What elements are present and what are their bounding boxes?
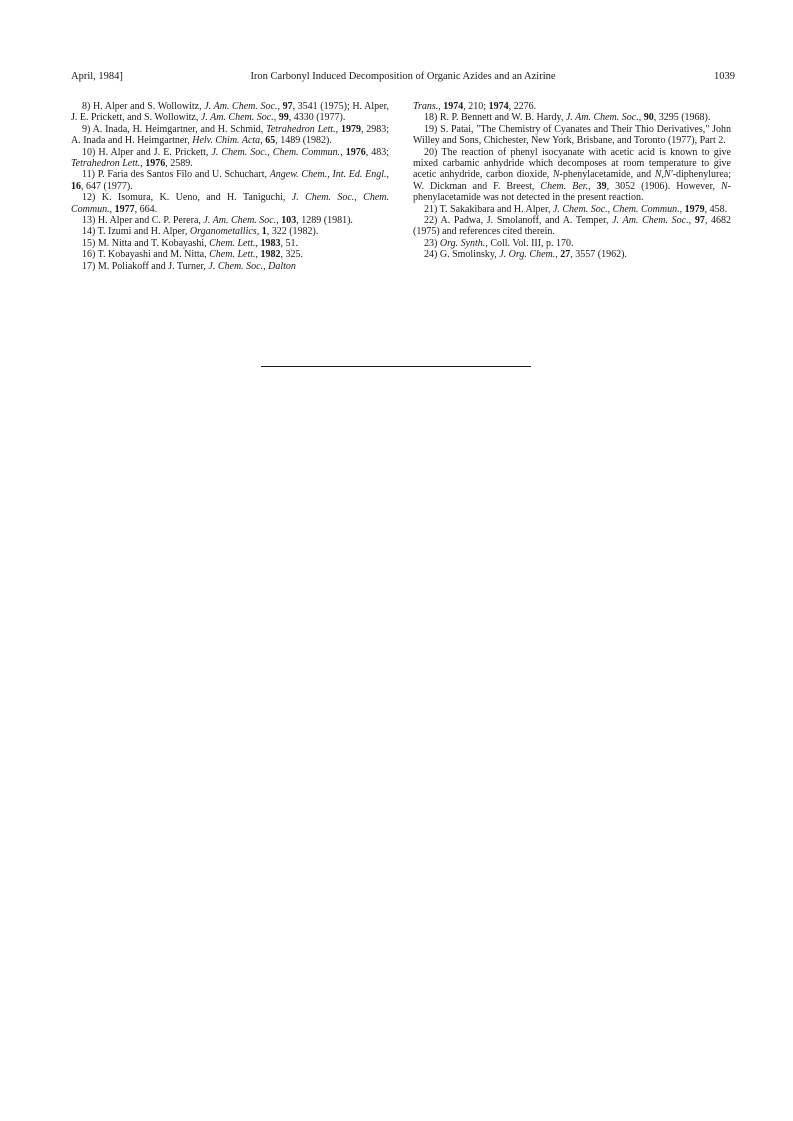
reference-text: ,: [109, 203, 115, 215]
reference-number: 11): [82, 169, 95, 181]
reference-24: [413, 249, 731, 260]
reference-journal: J. Chem. Soc., Dalton: [208, 260, 296, 272]
reference-volume: 1: [261, 226, 267, 238]
reference-text: H. Alper and C. P. Perera,: [95, 215, 204, 227]
reference-volume: 99: [278, 112, 289, 124]
reference-text: , 4682 (1975) and references cited therein.: [413, 215, 732, 238]
references-column-left: [71, 101, 389, 272]
reference-text: ,: [276, 215, 282, 227]
reference-13: [71, 215, 389, 226]
reference-text: ,: [688, 215, 695, 227]
reference-journal: J. Chem. Soc., Chem. Commun.: [71, 192, 389, 215]
reference-text: , 3541 (1975); H. Alper, J. E. Prickett, and S. Wollowitz,: [71, 101, 390, 124]
reference-number: 12): [82, 192, 96, 204]
reference-text: A. Inada, H. Heimgartner, and H. Schmid,: [90, 123, 267, 135]
reference-text: H. Alper and J. E. Prickett,: [95, 146, 212, 158]
reference-text: R. P. Bennett and W. B. Hardy,: [437, 112, 566, 124]
reference-volume: 103: [281, 215, 297, 227]
reference-17: [71, 261, 389, 272]
reference-journal: N: [721, 180, 728, 192]
reference-text: ,: [140, 158, 146, 170]
reference-text: , 51.: [280, 237, 299, 249]
reference-9: [71, 124, 389, 147]
reference-journal: J. Am. Chem. Soc.: [565, 112, 639, 124]
reference-text: ,: [386, 169, 389, 181]
reference-text: A. Padwa, J. Smolanoff, and A. Temper,: [437, 215, 613, 227]
reference-text: , 210;: [463, 101, 489, 112]
reference-text: T. Kobayashi and M. Nitta,: [95, 249, 210, 261]
reference-journal: J. Am. Chem. Soc.: [203, 215, 277, 227]
reference-11: [71, 169, 389, 192]
reference-text: -phenylacetamide was not detected in the present reaction.: [413, 180, 732, 204]
reference-number: 13): [82, 215, 96, 227]
reference-journal: Chem. Ber.: [540, 180, 589, 192]
reference-text: The reaction of phenyl isocyanate with acetic acid is known to give mixed carbamic anhydride which decomposes at room temperature to give acetic anhydride, carbon dioxide,: [413, 146, 731, 181]
reference-text: M. Poliakoff and J. Turner,: [95, 260, 209, 272]
running-head: [71, 70, 735, 86]
reference-number: 18): [424, 112, 438, 124]
reference-journal: Org. Synth.: [439, 237, 486, 249]
reference-18: [413, 112, 731, 123]
reference-number: 16): [82, 249, 96, 261]
reference-text: , 483;: [365, 146, 390, 158]
reference-20: [413, 147, 731, 204]
reference-volume: 1982: [260, 249, 281, 261]
reference-8: [71, 101, 389, 124]
reference-21: [413, 204, 731, 215]
reference-text: , 3052 (1906). However,: [606, 180, 721, 192]
reference-text: ,: [588, 180, 597, 192]
reference-journal: Tetrahedron Lett.: [71, 158, 141, 170]
reference-journal: Angew. Chem., Int. Ed. Engl.: [269, 169, 387, 181]
reference-10: [71, 147, 389, 170]
reference-volume: 97: [282, 101, 293, 112]
reference-journal: Trans.: [413, 101, 439, 112]
reference-volume: 1976: [345, 146, 366, 158]
reference-text: P. Faria des Santos Filo and U. Schuchart,: [94, 169, 270, 181]
reference-text: , 664.: [134, 203, 158, 215]
article-title: Iron Carbonyl Induced Decomposition of Organic Azides and an Azirine: [250, 71, 556, 82]
reference-number: 17): [82, 260, 96, 272]
reference-text: , 458.: [704, 203, 728, 215]
journal-date: April, 1984]: [71, 71, 123, 82]
reference-number: 22): [424, 215, 438, 227]
reference-text: ,: [438, 101, 444, 112]
reference-journal: J. Am. Chem. Soc.: [200, 112, 274, 124]
reference-number: 10): [82, 146, 96, 158]
reference-journal: J. Org. Chem.: [499, 249, 556, 261]
reference-22: [413, 215, 731, 238]
reference-journal: Chem. Lett.: [209, 237, 256, 249]
reference-journal: N: [552, 169, 560, 181]
reference-text: , 2983; A. Inada and H. Heimgartner,: [71, 123, 390, 147]
reference-text: ,: [340, 146, 346, 158]
page-number: 1039: [714, 71, 735, 82]
reference-volume: 90: [643, 112, 654, 124]
reference-15: [71, 238, 389, 249]
reference-journal: Chem. Lett.: [209, 249, 256, 261]
reference-number: 9): [82, 123, 91, 135]
reference-text: M. Nitta and T. Kobayashi,: [95, 237, 210, 249]
reference-text: ,: [256, 226, 262, 238]
end-rule: [261, 366, 531, 367]
reference-14: [71, 226, 389, 237]
reference-volume: 1977: [114, 203, 135, 215]
reference-text: ,: [277, 101, 283, 112]
reference-journal: J. Chem. Soc., Chem. Commun.: [552, 203, 680, 215]
reference-volume: 1976: [145, 158, 166, 170]
reference-text: T. Izumi and H. Alper,: [95, 226, 190, 238]
reference-text: , 4330 (1977).: [288, 112, 346, 124]
reference-number: 14): [82, 226, 96, 238]
reference-continued: [413, 101, 731, 112]
reference-text: ,: [273, 112, 279, 124]
reference-volume: 1974: [488, 101, 509, 112]
reference-text: ,: [255, 237, 261, 249]
reference-text: -diphenylurea; W. Dickman and F. Breest,: [413, 169, 731, 192]
reference-text: ,: [255, 249, 261, 261]
reference-volume: 65: [265, 135, 276, 147]
reference-volume: 16: [71, 180, 81, 192]
reference-text: G. Smolinsky,: [437, 249, 500, 261]
reference-text: , 322 (1982).: [266, 226, 319, 238]
reference-volume: 1983: [260, 237, 281, 249]
references-column-right: [413, 101, 731, 261]
reference-text: ,: [555, 249, 561, 261]
reference-volume: 97: [694, 215, 705, 227]
reference-16: [71, 249, 389, 260]
reference-12: [71, 192, 389, 215]
reference-volume: 1979: [684, 203, 705, 215]
reference-text: S. Patai, "The Chemistry of Cyanates and Their Thio Derivatives," John Willey and Sons, Chichester, New York, Brisbane, and Toronto (1977), Part 2.: [413, 123, 731, 147]
reference-journal: Organometallics: [189, 226, 257, 238]
reference-number: 8): [82, 101, 91, 112]
reference-volume: 39: [596, 180, 607, 192]
reference-text: , 3295 (1968).: [653, 112, 711, 124]
reference-text: ,: [335, 123, 341, 135]
reference-volume: 1979: [340, 123, 361, 135]
reference-text: , Coll. Vol. III, p. 170.: [485, 237, 574, 249]
reference-journal: J. Am. Chem. Soc.: [612, 215, 689, 227]
reference-journal: Tetrahedron Lett.: [266, 123, 336, 135]
reference-journal: N,N': [654, 169, 673, 181]
reference-journal: J. Am. Chem. Soc.: [204, 101, 278, 112]
reference-text: -phenylacetamide, and: [559, 169, 655, 181]
reference-volume: 1974: [443, 101, 464, 112]
reference-journal: J. Chem. Soc., Chem. Commun.: [211, 146, 341, 158]
reference-text: ,: [260, 135, 266, 147]
reference-text: , 1289 (1981).: [296, 215, 353, 227]
reference-text: , 2276.: [508, 101, 537, 112]
reference-number: 24): [424, 249, 438, 261]
reference-text: ,: [638, 112, 644, 124]
reference-number: 23): [424, 237, 438, 249]
reference-volume: 27: [560, 249, 571, 261]
reference-text: H. Alper and S. Wollowitz,: [90, 101, 205, 112]
reference-19: [413, 124, 731, 147]
reference-text: K. Isomura, K. Ueno, and H. Taniguchi,: [95, 192, 292, 204]
reference-text: , 1489 (1982).: [275, 135, 332, 147]
reference-text: , 2589.: [165, 158, 193, 170]
reference-text: T. Sakakibara and H. Alper,: [437, 203, 553, 215]
reference-number: 19): [424, 123, 438, 135]
reference-number: 21): [424, 203, 438, 215]
reference-number: 20): [424, 146, 438, 158]
reference-journal: Helv. Chim. Acta: [192, 135, 261, 147]
reference-number: 15): [82, 237, 96, 249]
reference-text: , 3557 (1962).: [570, 249, 627, 261]
reference-text: , 647 (1977).: [81, 180, 133, 192]
reference-23: [413, 238, 731, 249]
reference-text: ,: [679, 203, 685, 215]
reference-text: , 325.: [280, 249, 304, 261]
